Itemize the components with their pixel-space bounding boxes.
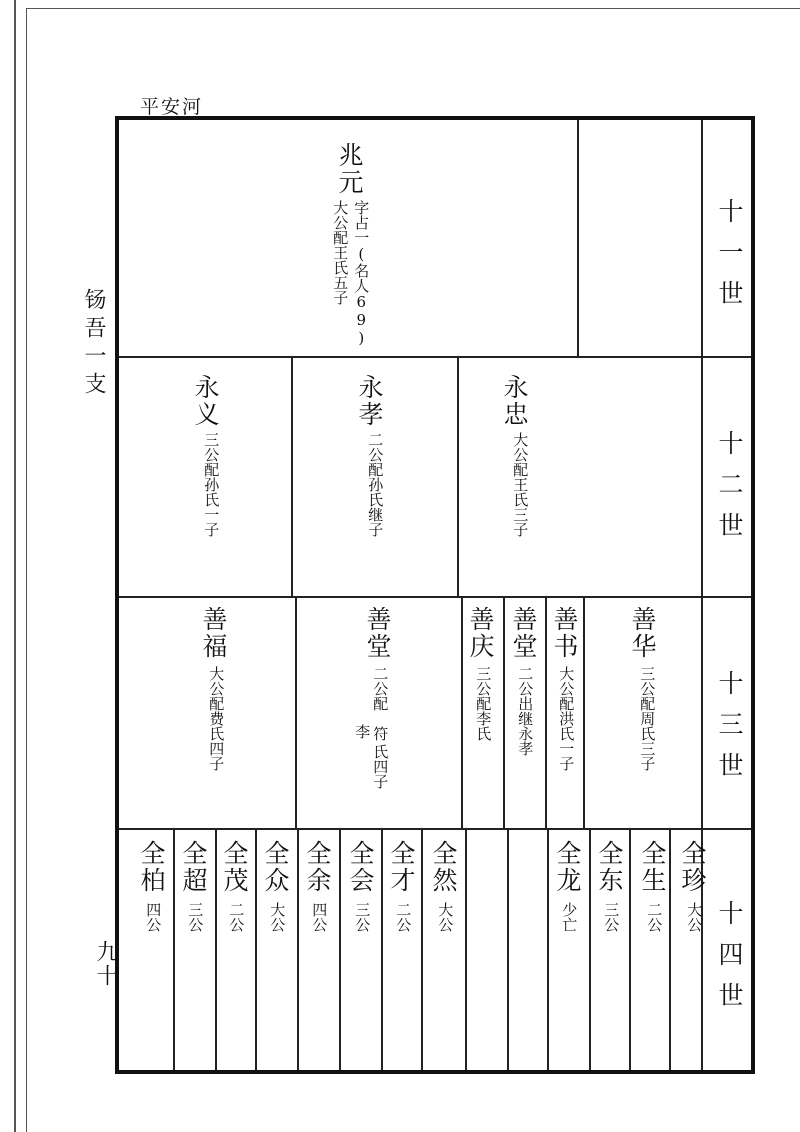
person-name: 全茂 (220, 840, 249, 894)
cell-divider (297, 830, 299, 1070)
person-name: 全会 (346, 840, 375, 894)
person-detail: 大公配王氏五子 (331, 200, 350, 305)
person-detail: 三公配孙氏一子 (202, 432, 221, 537)
cell-divider (547, 830, 549, 1070)
cell-divider (629, 830, 631, 1070)
person-name: 善福 (199, 606, 228, 660)
cell-divider (503, 598, 505, 828)
cell-divider (339, 830, 341, 1070)
person-name: 全生 (638, 840, 667, 894)
cell-divider (461, 598, 463, 828)
person-name: 全超 (179, 840, 208, 894)
person-name: 全东 (595, 840, 624, 894)
place-title: 平安河 (140, 96, 204, 118)
person-detail: 二公配孙氏继子 (366, 432, 385, 537)
person-name: 兆元 (335, 142, 364, 196)
person-name: 全然 (429, 840, 458, 894)
scan-top-line (26, 8, 800, 9)
person-detail: 大公 (685, 902, 704, 932)
cell-divider (291, 358, 293, 596)
person-detail: 李 (353, 724, 372, 739)
cell-divider (465, 830, 467, 1070)
person-detail: 字占一(名人69) (352, 200, 371, 347)
person-detail: 符 (371, 726, 390, 741)
person-detail: 二公配 (371, 666, 390, 711)
person-detail: 二公出继永孝 (516, 666, 535, 756)
person-name: 善华 (628, 606, 657, 660)
cell-divider (215, 830, 217, 1070)
person-name: 全龙 (553, 840, 582, 894)
person-name: 全才 (387, 840, 416, 894)
person-name: 善庆 (466, 606, 495, 660)
person-detail: 四公 (144, 902, 163, 932)
page-number: 九十 (93, 940, 118, 988)
person-name: 全珍 (678, 840, 707, 894)
person-detail: 三公 (353, 902, 372, 932)
person-detail: 氏四子 (371, 744, 390, 789)
person-detail: 二公 (645, 902, 664, 932)
person-detail: 三公 (602, 902, 621, 932)
cell-divider (255, 830, 257, 1070)
person-detail: 三公 (186, 902, 205, 932)
person-detail: 四公 (310, 902, 329, 932)
generation-label: 十三世 (715, 670, 744, 793)
person-detail: 大公 (268, 902, 287, 932)
branch-label: 钖吾一支 (81, 288, 106, 400)
generation-label: 十四世 (715, 900, 744, 1023)
person-name: 永孝 (355, 374, 384, 428)
row-divider (119, 356, 751, 358)
generation-label: 十一世 (715, 198, 744, 321)
person-detail: 大公配王氏三子 (511, 432, 530, 537)
cell-divider (577, 120, 579, 356)
cell-divider (583, 598, 585, 828)
cell-divider (589, 830, 591, 1070)
genealogy-table (115, 116, 755, 1074)
row-divider (119, 596, 751, 598)
person-name: 全众 (261, 840, 290, 894)
cell-divider (381, 830, 383, 1070)
person-detail: 大公配洪氏一子 (557, 666, 576, 771)
scan-edge-line (14, 0, 16, 1132)
person-detail: 大公 (436, 902, 455, 932)
person-name: 善书 (550, 606, 579, 660)
row-divider (119, 828, 751, 830)
person-detail: 大公配费氏四子 (207, 666, 226, 771)
cell-divider (545, 598, 547, 828)
person-detail: 三公配周氏三子 (638, 666, 657, 771)
person-detail: 三公配李氏 (474, 666, 493, 741)
cell-divider (173, 830, 175, 1070)
person-detail: 二公 (227, 902, 246, 932)
person-detail: 二公 (394, 902, 413, 932)
person-name: 全余 (303, 840, 332, 894)
scan-edge-line (26, 8, 27, 1132)
cell-divider (421, 830, 423, 1070)
person-detail: 少亡 (560, 902, 579, 932)
cell-divider (507, 830, 509, 1070)
cell-divider (457, 358, 459, 596)
person-name: 永义 (191, 374, 220, 428)
cell-divider (295, 598, 297, 828)
person-name: 全柏 (137, 840, 166, 894)
cell-divider (669, 830, 671, 1070)
generation-label: 十二世 (715, 430, 744, 553)
person-name: 善堂 (509, 606, 538, 660)
person-name: 善堂 (363, 606, 392, 660)
person-name: 永忠 (500, 374, 529, 428)
